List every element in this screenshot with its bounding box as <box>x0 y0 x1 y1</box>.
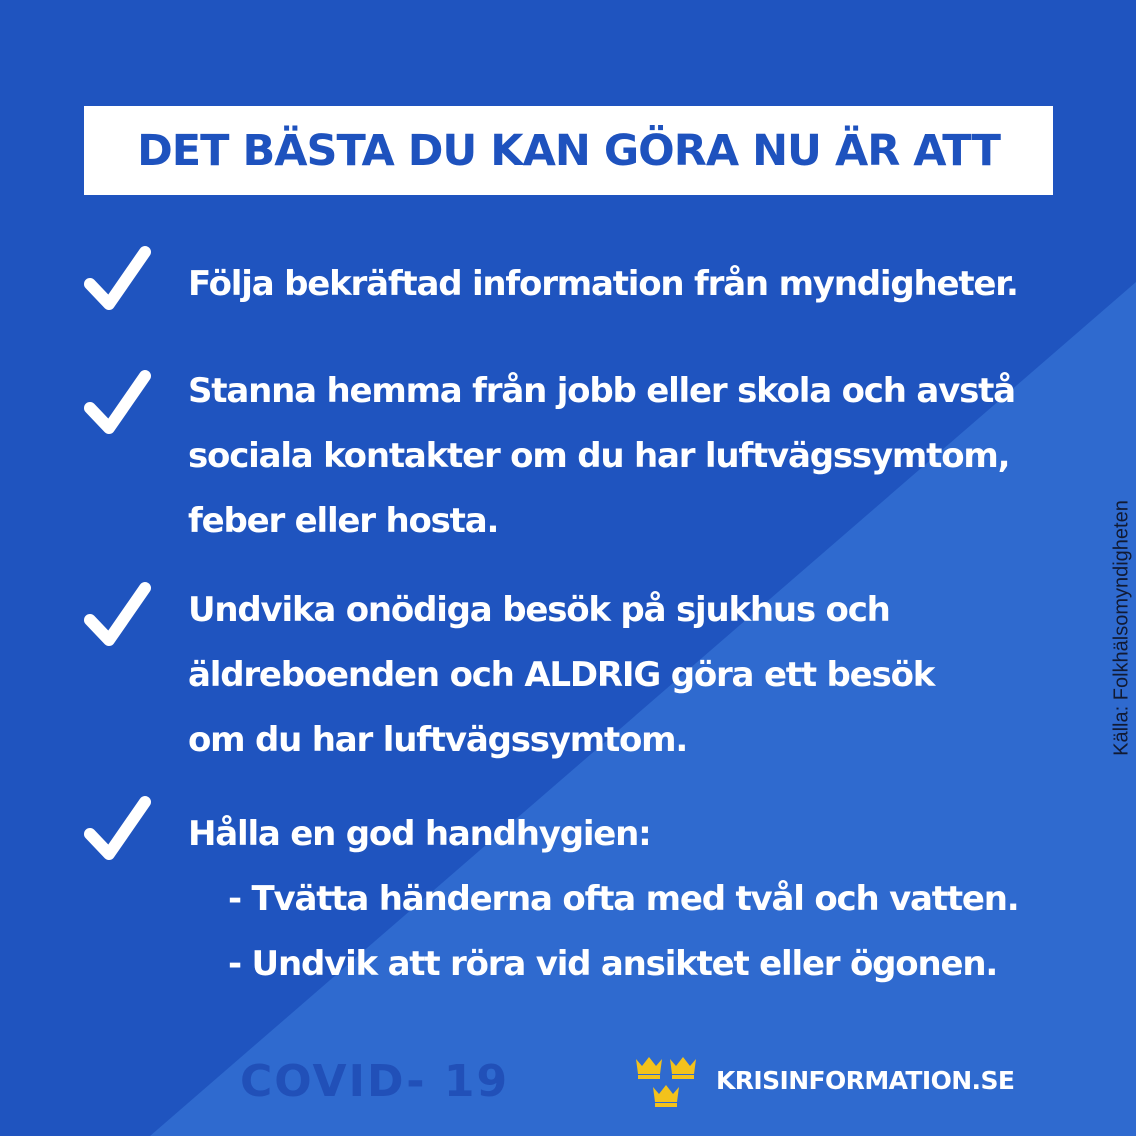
item-text: Undvika onödiga besök på sjukhus och <box>188 590 890 630</box>
item-text: Hålla en god handhygien: <box>188 814 651 854</box>
three-crowns-logo <box>634 1054 698 1110</box>
checkmark-icon <box>84 368 152 440</box>
checkmark-icon <box>84 244 152 316</box>
checkmark-icon <box>84 580 152 652</box>
page-title: DET BÄSTA DU KAN GÖRA NU ÄR ATT <box>137 125 1000 176</box>
item-text: feber eller hosta. <box>188 501 499 541</box>
item-text: om du har luftvägssymtom. <box>188 720 688 760</box>
item-text: Stanna hemma från jobb eller skola och avstå <box>188 371 1015 411</box>
item-text: äldreboenden och ALDRIG göra ett besök <box>188 655 935 695</box>
item-subtext: - Tvätta händerna ofta med tvål och vatten. <box>228 879 1019 919</box>
item-subtext: - Undvik att röra vid ansiktet eller ögonen. <box>228 944 998 984</box>
site-name: KRISINFORMATION.SE <box>716 1066 1015 1095</box>
checkmark-icon <box>84 794 152 866</box>
source-credit: Källa: Folkhälsomyndigheten <box>1110 500 1133 756</box>
item-text: Följa bekräftad information från myndigheter. <box>188 264 1018 304</box>
title-banner <box>84 106 1053 195</box>
item-text: sociala kontakter om du har luftvägssymtom, <box>188 436 1010 476</box>
covid-label: COVID- 19 <box>240 1056 510 1107</box>
